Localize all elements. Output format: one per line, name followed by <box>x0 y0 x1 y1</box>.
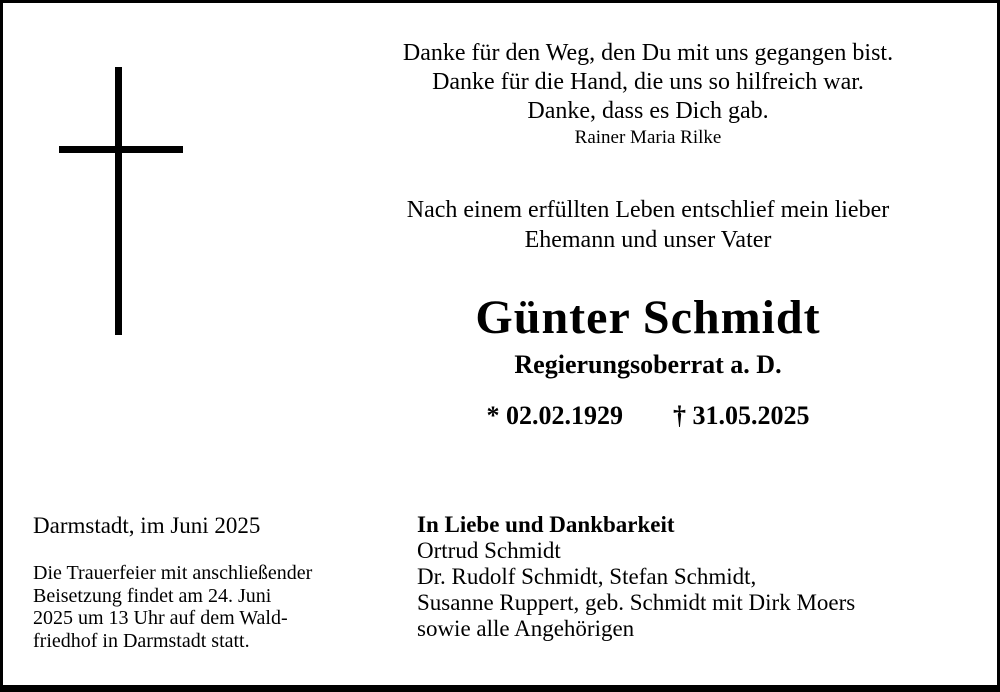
poem-line: Danke für die Hand, die uns so hilfreich war. <box>432 69 864 95</box>
funeral-line: Beisetzung findet am 24. Juni <box>33 584 272 607</box>
funeral-line: friedhof in Darmstadt statt. <box>33 629 250 652</box>
cross-horizontal-bar <box>59 146 183 153</box>
cross-vertical-bar <box>115 67 122 335</box>
poem-line: Danke, dass es Dich gab. <box>527 98 769 124</box>
funeral-line: 2025 um 13 Uhr auf dem Wald- <box>33 607 288 629</box>
poem-line: Danke für den Weg, den Du mit uns gegangen bist. <box>402 40 894 66</box>
intro-line: Ehemann und unser Vater <box>524 227 772 253</box>
life-dates <box>373 401 923 431</box>
mourners-header: In Liebe und Dankbarkeit <box>417 512 675 537</box>
deceased-title: Regierungsoberrat a. D. <box>514 350 782 379</box>
place-date: Darmstadt, im Juni 2025 <box>33 513 261 538</box>
deceased-name: Günter Schmidt <box>475 291 821 344</box>
obituary-main-column <box>373 39 923 431</box>
birth-date: * 02.02.1929 <box>486 401 623 430</box>
funeral-info-column <box>33 512 363 652</box>
mourner-line: Susanne Ruppert, geb. Schmidt mit Dirk Moers <box>417 590 856 615</box>
intro-text <box>373 195 923 255</box>
mourners-column <box>417 512 937 642</box>
poem-attribution: Rainer Maria Rilke <box>574 127 722 148</box>
mourner-line: Dr. Rudolf Schmidt, Stefan Schmidt, <box>417 564 757 589</box>
mourner-line: sowie alle Angehörigen <box>417 616 635 641</box>
death-date: † 31.05.2025 <box>673 401 810 430</box>
mourner-line: Ortrud Schmidt <box>417 538 561 563</box>
intro-line: Nach einem erfüllten Leben entschlief mein lieber <box>406 197 890 223</box>
poem <box>373 39 923 126</box>
funeral-details <box>33 562 363 652</box>
funeral-line: Die Trauerfeier mit anschließender <box>33 562 313 584</box>
